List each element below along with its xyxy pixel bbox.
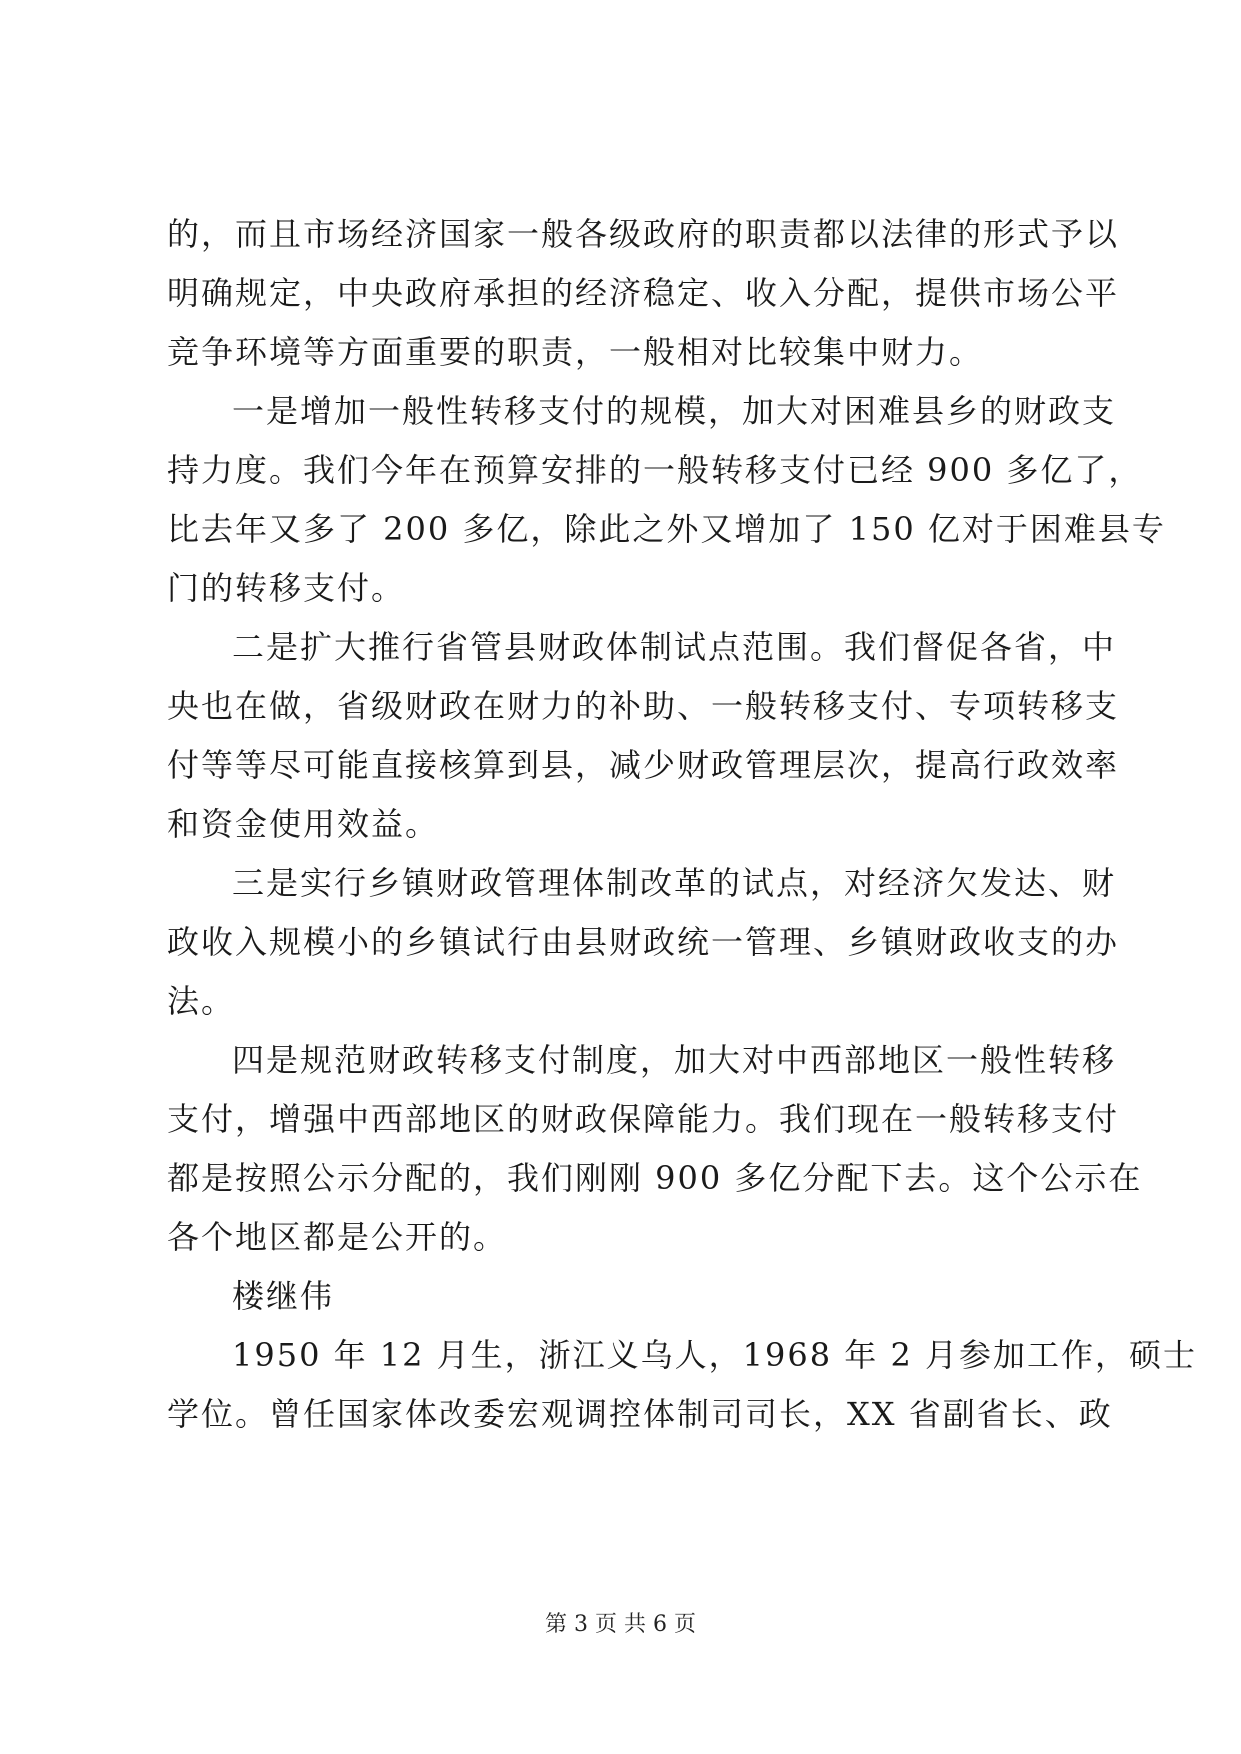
text-line: 的，而且市场经济国家一般各级政府的职责都以法律的形式予以 — [167, 215, 1120, 253]
paragraph-first-line: 四是规范财政转移支付制度，加大对中西部地区一般性转移 — [232, 1041, 1117, 1079]
text-line: 明确规定，中央政府承担的经济稳定、收入分配，提供市场公平 — [167, 274, 1120, 312]
text-line: 支付，增强中西部地区的财政保障能力。我们现在一般转移支付 — [167, 1100, 1120, 1138]
page-number: 第 3 页 共 6 页 — [545, 1612, 696, 1637]
person-name: 楼继伟 — [232, 1277, 335, 1315]
paragraph-first-line: 一是增加一般性转移支付的规模，加大对困难县乡的财政支 — [232, 392, 1117, 430]
text-line: 法。 — [167, 982, 236, 1020]
text-line: 央也在做，省级财政在财力的补助、一般转移支付、专项转移支 — [167, 687, 1120, 725]
text-line: 比去年又多了 200 多亿，除此之外又增加了 150 亿对于困难县专 — [167, 510, 1166, 548]
paragraph-first-line: 1950 年 12 月生，浙江义乌人，1968 年 2 月参加工作，硕士 — [232, 1336, 1197, 1374]
text-line: 学位。曾任国家体改委宏观调控体制司司长，XX 省副省长、政 — [167, 1395, 1113, 1433]
text-line: 各个地区都是公开的。 — [167, 1218, 508, 1256]
text-line: 都是按照公示分配的，我们刚刚 900 多亿分配下去。这个公示在 — [167, 1159, 1143, 1197]
text-line: 和资金使用效益。 — [167, 805, 440, 843]
text-line: 竞争环境等方面重要的职责，一般相对比较集中财力。 — [167, 333, 984, 371]
text-line: 门的转移支付。 — [167, 569, 406, 607]
text-line: 持力度。我们今年在预算安排的一般转移支付已经 900 多亿了， — [167, 451, 1143, 489]
text-line: 政收入规模小的乡镇试行由县财政统一管理、乡镇财政收支的办 — [167, 923, 1120, 961]
paragraph-first-line: 三是实行乡镇财政管理体制改革的试点，对经济欠发达、财 — [232, 864, 1117, 902]
text-line: 付等等尽可能直接核算到县，减少财政管理层次，提高行政效率 — [167, 746, 1120, 784]
paragraph-first-line: 二是扩大推行省管县财政体制试点范围。我们督促各省，中 — [232, 628, 1117, 666]
